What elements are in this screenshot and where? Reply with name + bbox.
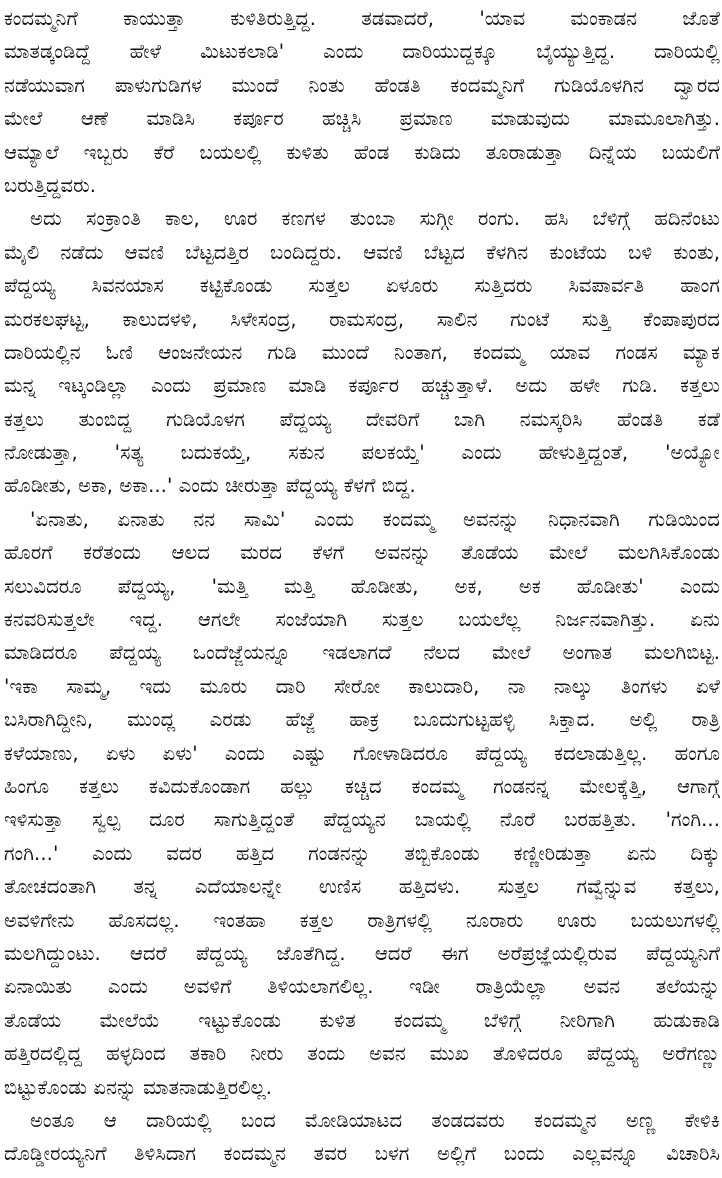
text-line: ಮಾತಡ್ಕಂಡಿದ್ದೆ ಹೇಳೆ ಮಿಟುಕಲಾಡಿ' ಎಂದು ದಾರಿಯುದ್ದಕ್ಕೂ ಬೈಯ್ಯುತ್ತಿದ್ದ. ದಾರಿಯಲ್ಲಿ [4,40,720,64]
text-line: ಬಸಿರಾಗಿದ್ದೀನಿ, ಮುಂದ್ಲ ಎರಡು ಹೆಜ್ಜೆ ಹಾಕ್ರ ಬೂದುಗುಟ್ಟಹಳ್ಳಿ ಸಿಕ್ತಾದ. ಅಲ್ಲಿ ರಾತ್ರಿ [4,708,720,732]
text-line: ಹೊಡೀತು, ಅಕಾ, ಅಕಾ...' ಎಂದು ಚೀರುತ್ತಾ ಪೆದ್ದಯ್ಯ ಕೆಳಗೆ ಬಿದ್ದ. [4,474,416,498]
text-line: ಅದು ಸಂಕ್ರಾಂತಿ ಕಾಲ, ಊರ ಕಣಗಳ ತುಂಬಾ ಸುಗ್ಗೀ ರಂಗು. ಹಸಿ ಬೆಳಿಗ್ಗೆ ಹದಿನೆಂಟು [30,207,720,231]
text-line: ಮನ್ನ ಇಟ್ಕಂಡಿಲ್ಲಾ ಎಂದು ಪ್ರಮಾಣ ಮಾಡಿ ಕರ್ಪೂರ ಹಚ್ಚುತ್ತಾಳೆ. ಅದು ಹಳೇ ಗುಡಿ. ಕತ್ತಲು [4,374,720,398]
text-line: ನಡೆಯುವಾಗ ಪಾಳುಗುಡಿಗಳ ಮುಂದೆ ನಿಂತು ಹೆಂಡತಿ ಕಂದಮ್ಮನಿಗೆ ಗುಡಿಯೊಳಗಿನ ದ್ವಾರದ [4,73,720,97]
text-line: ಮಾಡಿದರೂ ಪೆದ್ದಯ್ಯ ಒಂದೆಜ್ಜೆಯನ್ನೂ ಇಡಲಾಗದೆ ನೆಲದ ಮೇಲೆ ಅಂಗಾತ ಮಲಗಿಬಿಟ್ಟ. [4,641,720,665]
text-line: ಕತ್ತಲು ತುಂಬಿದ್ದ ಗುಡಿಯೊಳಗ ಪೆದ್ದಯ್ಯ ದೇವರಿಗೆ ಬಾಗಿ ನಮಸ್ಕರಿಸಿ ಹೆಂಡತಿ ಕಡೆ [4,407,720,431]
paragraph-1 [4,2,720,202]
paragraph-4 [4,1104,720,1171]
text-line: ಕನವರಿಸುತ್ತಲೇ ಇದ್ದ. ಆಗಲೇ ಸಂಜೆಯಾಗಿ ಸುತ್ತಲ ಬಯಲೆಲ್ಲ ನಿರ್ಜನವಾಗಿತ್ತು. ಏನು [4,608,720,632]
text-line: ಹಿಂಗೂ ಕತ್ತಲು ಕವಿದುಕೊಂಡಾಗ ಹಲ್ಲು ಕಚ್ಚಿದ ಕಂದಮ್ಮ ಗಂಡನನ್ನ ಮೇಲಕ್ಕೆತ್ತಿ, ಆಗಾಗ್ಗೆ [4,774,720,798]
text-line: ಪೆದ್ದಯ್ಯ ಸಿವನಯಾಸ ಕಟ್ಟಿಕೊಂಡು ಸುತ್ತಲ ಏಳೂರು ಸುತ್ತಿದರು ಸಿವಪಾರ್ವತಿ ಹಾಂಗ [4,274,720,298]
text-line: ಅವಳಿಗೇನು ಹೊಸದಲ್ಲ. ಇಂತಹಾ ಕತ್ತಲ ರಾತ್ರಿಗಳಲ್ಲಿ ನೂರಾರು ಊರು ಬಯಲುಗಳಲ್ಲಿ [4,908,720,932]
text-line: ಹತ್ತಿರದಲ್ಲಿದ್ದ ಹಳ್ಳದಿಂದ ತಕಾರಿ ನೀರು ತಂದು ಅವನ ಮುಖ ತೊಳಿದರೂ ಪೆದ್ದಯ್ಯ ಅರೆಗಣ್ಣು [4,1042,720,1066]
text-line: ದಾರಿಯಲ್ಲಿನ ಓಣಿ ಆಂಜನೇಯನ ಗುಡಿ ಮುಂದೆ ನಿಂತಾಗ, ಕಂದಮ್ಮ ಯಾವ ಗಂಡಸ ಮ್ಯಾಕ [4,340,720,364]
text-line: ದೊಡ್ಡೀರಯ್ಯನಿಗೆ ತಿಳಿಸಿದಾಗ ಕಂದಮ್ಮನ ತವರ ಬಳಗ ಅಲ್ಲಿಗೆ ಬಂದು ಎಲ್ಲವನ್ನೂ ವಿಚಾರಿಸಿ [4,1142,720,1166]
text-line: ಸಲುವಿದರೂ ಪೆದ್ದಯ್ಯ, 'ಮತ್ತಿ ಮತ್ತಿ ಹೊಡೀತು, ಅಕ, ಅಕ ಹೊಡೀತು' ಎಂದು [4,574,720,598]
text-line: ಬರುತ್ತಿದ್ದವರು. [4,173,97,197]
text-line: ತೋಚದಂತಾಗಿ ತನ್ನ ಎದೆಯಾಲನ್ನೇ ಉಣಿಸ ಹತ್ತಿದಳು. ಸುತ್ತಲ ಗವ್ವೆನ್ನುವ ಕತ್ತಲು, [4,875,720,899]
paragraph-2 [4,202,720,503]
text-line: ಮಲಗಿದ್ದುಂಟು. ಆದರೆ ಪೆದ್ದಯ್ಯ ಜೊತೆಗಿದ್ದ. ಆದರೆ ಈಗ ಅರೆಪ್ರಜ್ಞೆಯಲ್ಲಿರುವ ಪೆದ್ದಯ್ಯನಿಗೆ [4,941,720,965]
text-line: ಬಿಟ್ಟುಕೊಂಡು ಏನನ್ನು ಮಾತನಾಡುತ್ತಿರಲಿಲ್ಲ. [4,1075,272,1099]
text-line: ಮೇಲೆ ಆಣೆ ಮಾಡಿಸಿ ಕರ್ಪೂರ ಹಚ್ಚಿಸಿ ಪ್ರಮಾಣ ಮಾಡುವುದು ಮಾಮೂಲಾಗಿತ್ತು. [4,107,720,131]
text-line: ಗಂಗಿ...' ಎಂದು ವದರ ಹತ್ತಿದ ಗಂಡನನ್ನು ತಬ್ಬಿಕೊಂಡು ಕಣ್ಣೀರಿಡುತ್ತಾ ಏನು ದಿಕ್ಕು [4,841,720,865]
text-line: ಅಂತೂ ಆ ದಾರಿಯಲ್ಲಿ ಬಂದ ಮೋಡಿಯಾಟದ ತಂಡದವರು ಕಂದಮ್ಮನ ಅಣ್ಣ ಕೇಳಿಕಿ [30,1108,720,1132]
text-line: ನೋಡುತ್ತಾ, 'ಸತ್ಯ ಬದುಕಯ್ತೆ, ಸಕುನ ಪಲಕಯ್ತೆ' ಎಂದು ಹೇಳುತ್ತಿದ್ದಂತೆ, 'ಅಯ್ಯೋ [4,441,720,465]
text-line: ಮೈಲಿ ನಡೆದು ಆವಣಿ ಬೆಟ್ಟದತ್ತಿರ ಬಂದಿದ್ದರು. ಆವಣಿ ಬೆಟ್ಟದ ಕೆಳಗಿನ ಕುಂಟೆಯ ಬಳಿ ಕುಂತು, [4,240,720,264]
text-line: ತೊಡೆಯ ಮೇಲೆಯೆ ಇಟ್ಟುಕೊಂಡು ಕುಳಿತ ಕಂದಮ್ಮ ಬೆಳಿಗ್ಗೆ ನೀರಿಗಾಗಿ ಹುಡುಕಾಡಿ [4,1008,720,1032]
text-line: ಮರಕಲಘಟ್ಟ, ಕಾಲುದಳಳಿ, ಸಿಳೇಸಂದ್ರ, ರಾಮಸಂದ್ರ, ಸಾಲಿನ ಗುಂಟೆ ಸುತ್ತಿ ಕೆಂಪಾಪುರದ [4,307,720,331]
text-line: 'ಇಕಾ ಸಾಮ್ಮ, ಇದು ಮೂರು ದಾರಿ ಸೇರೋ ಕಾಲುದಾರಿ, ನಾ ನಾಲ್ಕು ತಿಂಗಳು ಏಳೆ [4,674,720,698]
text-line: ಕಳೆಯಾಣು, ಏಳು ಏಳು' ಎಂದು ಎಷ್ಟು ಗೋಳಾಡಿದರೂ ಪೆದ್ದಯ್ಯ ಕದಲಾಡುತ್ತಿಲ್ಲ. ಹಂಗೂ [4,741,720,765]
text-line: ಆಮ್ಯಾಲೆ ಇಬ್ಬರು ಕೆರೆ ಬಯಲಲ್ಲಿ ಕುಳಿತು ಹೆಂಡ ಕುಡಿದು ತೂರಾಡುತ್ತಾ ದಿನ್ನೆಯ ಬಯಲಿಗೆ [4,140,720,164]
text-line: ಕಂದಮ್ಮನಿಗೆ ಕಾಯುತ್ತಾ ಕುಳಿತಿರುತ್ತಿದ್ದ. ತಡವಾದರೆ, 'ಯಾವ ಮಂಕಾಡನ ಜೊತೆ [4,7,720,30]
text-line: ಏನಾಯಿತು ಎಂದು ಅವಳಿಗೆ ತಿಳಿಯಲಾಗಲಿಲ್ಲ. ಇಡೀ ರಾತ್ರಿಯೆಲ್ಲಾ ಅವನ ತಲೆಯನ್ನು [4,975,720,999]
text-line: 'ಏನಾತು, ಏನಾತು ನನ ಸಾಮಿ' ಎಂದು ಕಂದಮ್ಮ ಅವನನ್ನು ನಿಧಾನವಾಗಿ ಗುಡಿಯಿಂದ [30,507,720,531]
text-line: ಇಳಿಸುತ್ತಾ ಸ್ವಲ್ಪ ದೂರ ಸಾಗುತ್ತಿದ್ದಂತೆ ಪೆದ್ದಯ್ಯನ ಬಾಯಲ್ಲಿ ನೊರೆ ಬರಹತ್ತಿತು. 'ಗಂಗಿ... [4,808,720,832]
paragraph-3 [4,503,720,1104]
text-line: ಹೊರಗೆ ಕರೆತಂದು ಆಲದ ಮರದ ಕೆಳಗೆ ಅವನನ್ನು ತೊಡೆಯ ಮೇಲೆ ಮಲಗಿಸಿಕೊಂಡು [4,541,720,565]
